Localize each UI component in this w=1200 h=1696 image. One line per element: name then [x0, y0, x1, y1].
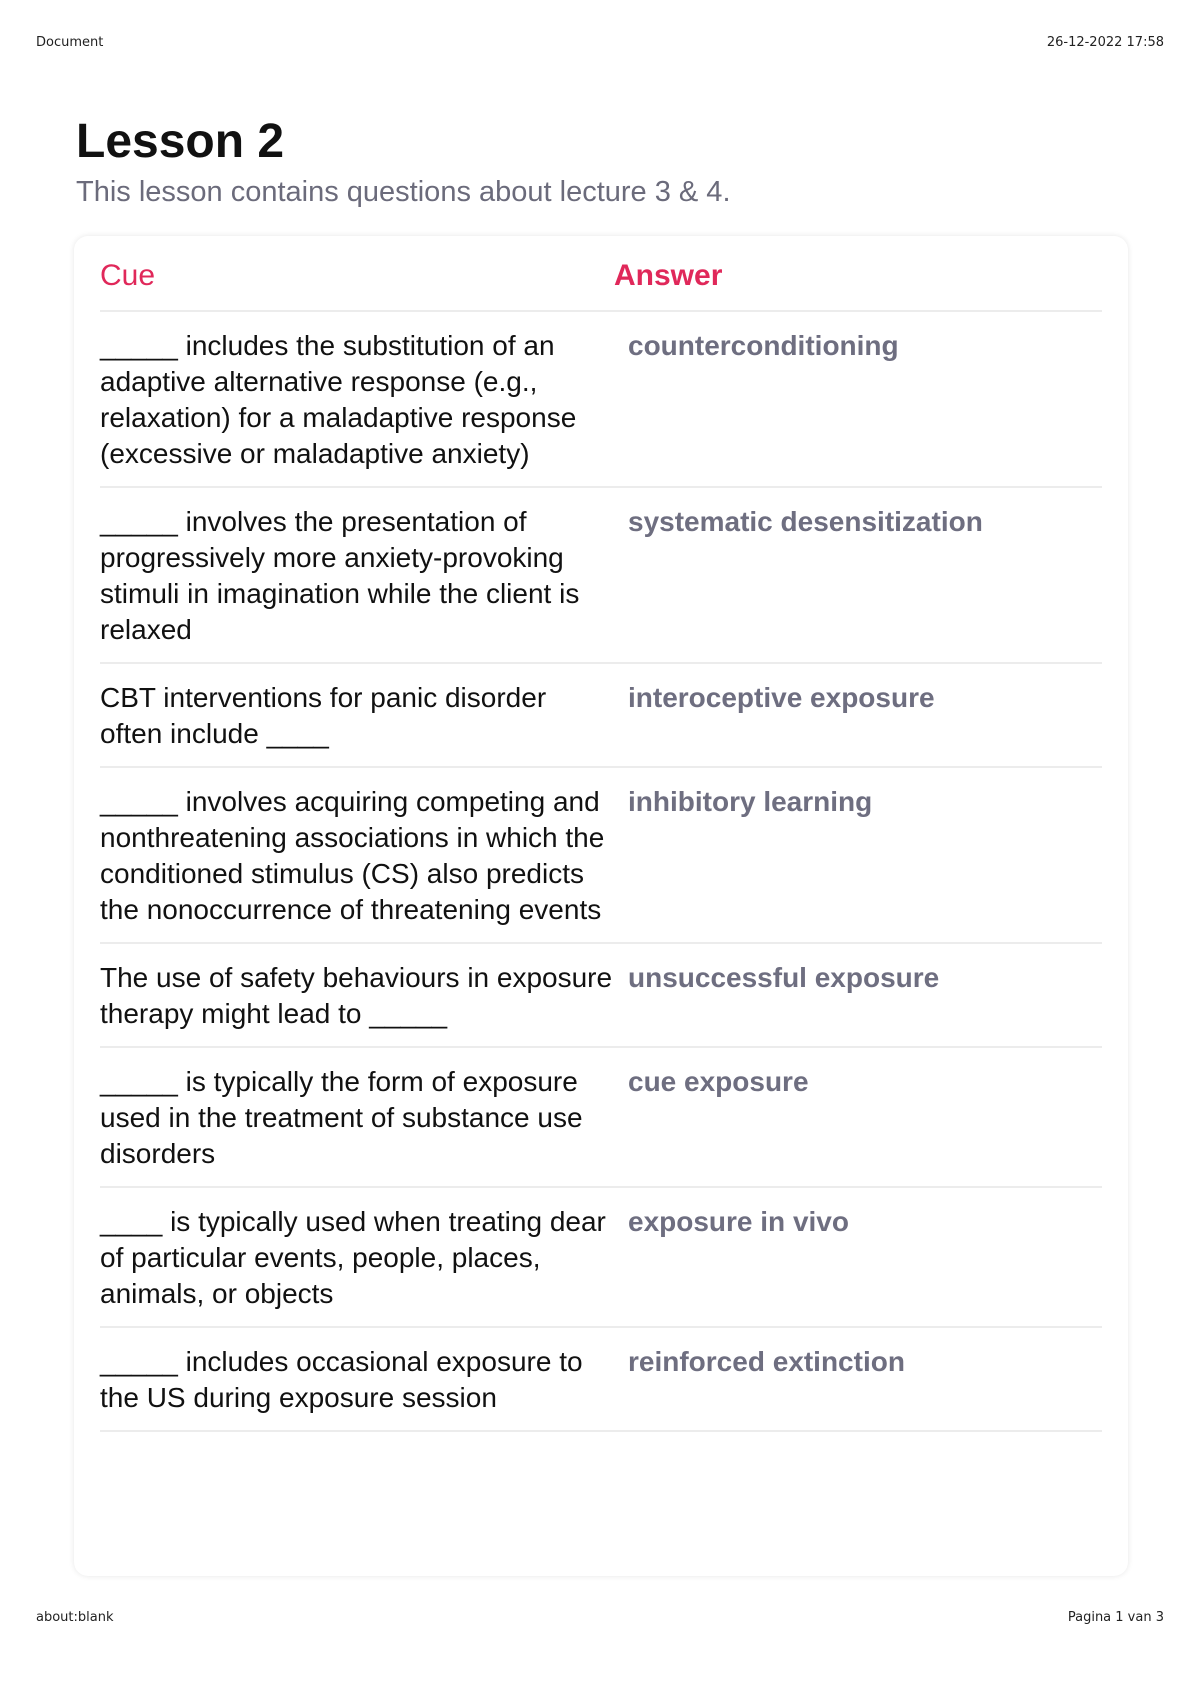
flashcard-table-card	[74, 236, 1128, 1576]
answer-text: inhibitory learning	[628, 786, 873, 817]
print-header-timestamp: 26-12-2022 17:58	[1046, 35, 1164, 50]
cue-text: _____ involves acquiring competing and nonthreatening associations in which the conditioned stimulus (CS) also predicts the nonoccurrence of threatening events	[100, 786, 605, 925]
cue-text: _____ is typically the form of exposure used in the treatment of substance use disorders	[100, 1066, 583, 1169]
table-row	[100, 1188, 1102, 1328]
cue-text: CBT interventions for panic disorder often include ____	[100, 682, 547, 749]
answer-text: cue exposure	[628, 1066, 809, 1097]
cue-text: The use of safety behaviours in exposure therapy might lead to _____	[100, 962, 613, 1029]
table-row	[100, 1328, 1102, 1432]
lesson-title: Lesson 2	[76, 115, 285, 168]
cue-text: ____ is typically used when treating dear of particular events, people, places, animals, or objects	[100, 1206, 606, 1309]
table-row	[100, 312, 1102, 488]
table-header	[100, 258, 1102, 312]
answer-text: counterconditioning	[628, 330, 899, 361]
answer-text: systematic desensitization	[628, 506, 983, 537]
print-footer-page-number: Pagina 1 van 3	[1067, 1610, 1164, 1625]
answer-text: unsuccessful exposure	[628, 962, 940, 993]
cue-text: _____ includes occasional exposure to the US during exposure session	[100, 1346, 583, 1413]
cue-text: _____ involves the presentation of progressively more anxiety-provoking stimuli in imagination while the client is relaxed	[100, 506, 580, 645]
cue-answer-table	[100, 258, 1102, 1432]
table-row	[100, 1048, 1102, 1188]
table-row	[100, 944, 1102, 1048]
print-footer-url: about:blank	[36, 1610, 114, 1625]
table-row	[100, 664, 1102, 768]
answer-column-header: Answer	[614, 259, 723, 292]
cue-column-header: Cue	[100, 259, 156, 292]
lesson-subtitle: This lesson contains questions about lecture 3 & 4.	[76, 176, 731, 208]
answer-text: exposure in vivo	[628, 1206, 849, 1237]
table-row	[100, 488, 1102, 664]
table-row	[100, 768, 1102, 944]
print-header-title: Document	[36, 35, 104, 50]
answer-text: reinforced extinction	[628, 1346, 905, 1377]
cue-text: _____ includes the substitution of an adaptive alternative response (e.g., relaxation) for a maladaptive response (excessive or maladaptive anxiety)	[100, 330, 577, 469]
answer-text: interoceptive exposure	[628, 682, 935, 713]
